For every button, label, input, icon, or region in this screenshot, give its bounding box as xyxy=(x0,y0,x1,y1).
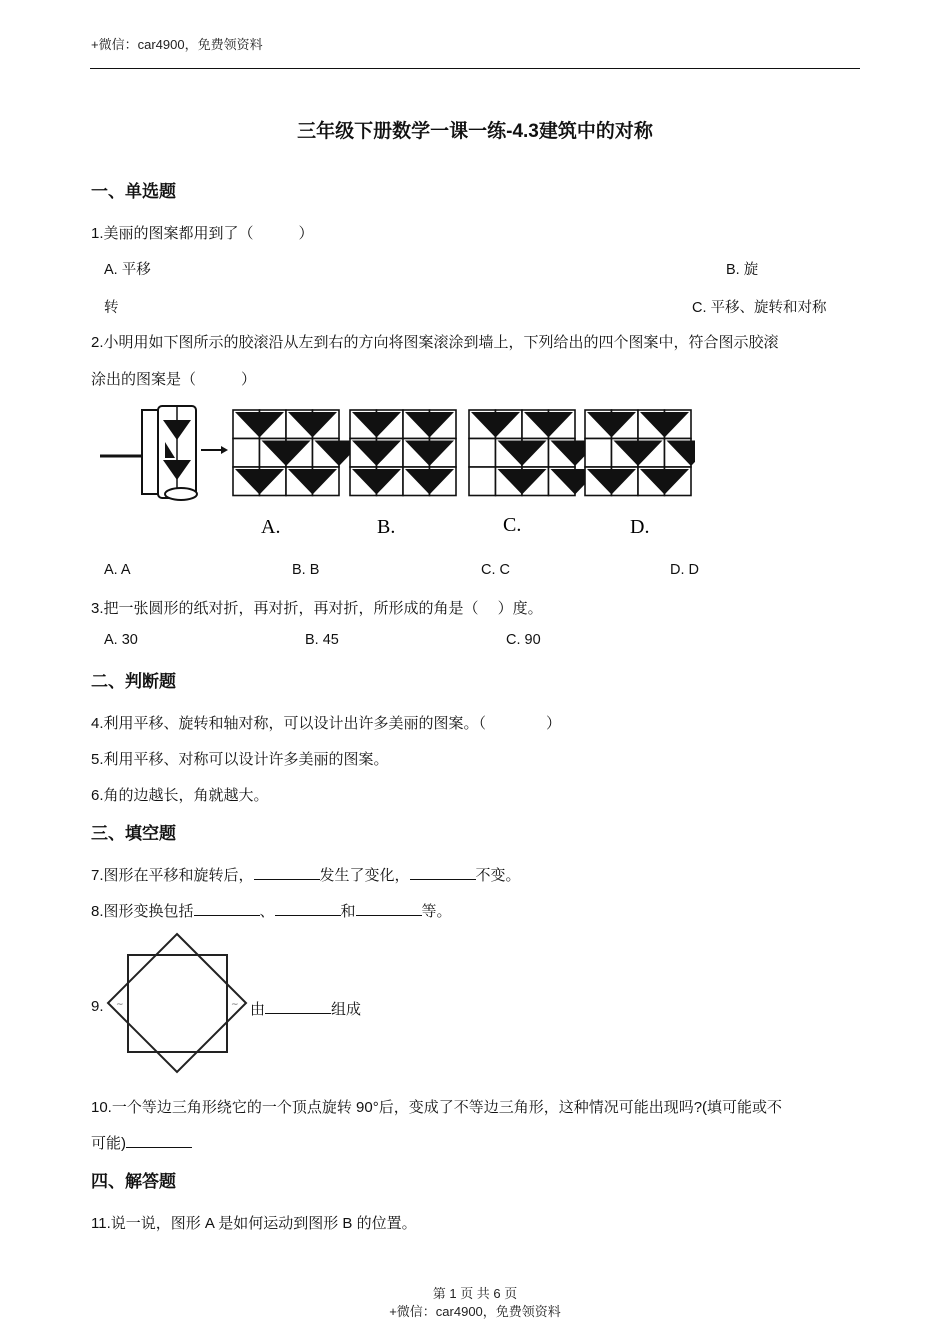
question-9-answer xyxy=(250,998,361,1019)
question-1-option-b-wrap: 转 xyxy=(104,300,119,316)
question-2-option-a[interactable]: A. A xyxy=(104,562,131,578)
grid-cell xyxy=(585,439,612,468)
pattern-label-b: B. xyxy=(377,516,396,538)
question-5: 5.利用平移、对称可以设计许多美丽的图案。 xyxy=(91,751,389,768)
section-heading-fill-blank: 三、填空题 xyxy=(91,824,176,843)
grid-cell xyxy=(469,439,496,468)
question-9-number: 9. xyxy=(91,998,104,1015)
question-8-text-c: 和 xyxy=(340,903,356,920)
arrow-right-icon xyxy=(221,446,228,454)
question-3-stem: 3.把一张圆形的纸对折，再对折，再对折，所形成的角是（ ）度。 xyxy=(91,600,543,617)
footer-note: +微信：car4900，免费领资料 xyxy=(389,1304,561,1319)
question-11: 11.说一说，图形 A 是如何运动到图形 B 的位置。 xyxy=(91,1215,417,1232)
question-4: 4.利用平移、旋转和轴对称，可以设计出许多美丽的图案。（ ） xyxy=(91,715,562,732)
question-8-text-d: 等。 xyxy=(421,903,452,920)
grid-cell xyxy=(469,467,496,496)
answer-blank[interactable] xyxy=(194,901,260,916)
question-2-stem-line2: 涂出的图案是（ ） xyxy=(91,371,257,388)
question-7-text-b: 发生了变化， xyxy=(319,867,410,884)
pattern-grid-a xyxy=(233,410,364,496)
pattern-label-c: C. xyxy=(503,514,522,536)
pattern-grid-d xyxy=(585,410,695,496)
pattern-label-a: A. xyxy=(261,516,281,538)
answer-blank[interactable] xyxy=(126,1133,192,1148)
question-8-text-b: 、 xyxy=(259,903,275,920)
question-8-text-a: 8.图形变换包括 xyxy=(91,903,194,920)
answer-blank[interactable] xyxy=(356,901,422,916)
question-1-option-a[interactable]: A. 平移 xyxy=(104,262,151,278)
question-9-text-b: 组成 xyxy=(331,1001,362,1018)
svg-text:~: ~ xyxy=(231,1000,239,1010)
question-1-option-b[interactable]: B. 旋 xyxy=(726,262,759,278)
question-3-option-c[interactable]: C. 90 xyxy=(506,632,541,648)
question-9-figure xyxy=(104,930,250,1074)
question-2-option-d[interactable]: D. D xyxy=(670,562,699,578)
pattern-label-d: D. xyxy=(630,516,650,538)
pattern-grid-b xyxy=(350,410,456,496)
answer-blank[interactable] xyxy=(275,901,341,916)
question-3-option-a[interactable]: A. 30 xyxy=(104,632,138,648)
section-heading-solve: 四、解答题 xyxy=(91,1172,176,1191)
page-title: 三年级下册数学一课一练-4.3建筑中的对称 xyxy=(297,121,653,142)
question-1-option-c[interactable]: C. 平移、旋转和对称 xyxy=(692,300,827,316)
question-10-line2 xyxy=(91,1132,192,1153)
page-number: 第 1 页 共 6 页 xyxy=(432,1286,518,1301)
question-8 xyxy=(91,900,452,921)
header-divider xyxy=(90,68,860,69)
svg-text:~: ~ xyxy=(116,1000,124,1010)
grid-cell xyxy=(233,439,260,468)
question-3-option-b[interactable]: B. 45 xyxy=(305,632,339,648)
question-2-option-c[interactable]: C. C xyxy=(481,562,510,578)
question-10-line1: 10.一个等边三角形绕它的一个顶点旋转 90°后，变成了不等边三角形，这种情况可能出现吗?(填可能或不 xyxy=(91,1099,783,1116)
question-10-text: 可能) xyxy=(91,1135,126,1152)
question-1-stem: 1.美丽的图案都用到了（ ） xyxy=(91,225,314,242)
question-2-figure xyxy=(95,400,695,545)
pattern-grid-c xyxy=(469,410,600,496)
answer-blank[interactable] xyxy=(410,865,476,880)
question-2-option-b[interactable]: B. B xyxy=(292,562,320,578)
question-6: 6.角的边越长，角就越大。 xyxy=(91,787,269,804)
section-heading-single-choice: 一、单选题 xyxy=(91,182,176,201)
question-7 xyxy=(91,864,521,885)
paint-roller-icon xyxy=(142,406,197,500)
answer-blank[interactable] xyxy=(254,865,320,880)
question-9-text-a: 由 xyxy=(250,1001,266,1018)
answer-blank[interactable] xyxy=(265,999,331,1014)
question-7-text-c: 不变。 xyxy=(475,867,521,884)
section-heading-true-false: 二、判断题 xyxy=(91,672,176,691)
header-note: +微信：car4900，免费领资料 xyxy=(91,37,263,52)
question-2-stem-line1: 2.小明用如下图所示的胶滚沿从左到右的方向将图案滚涂到墙上，下列给出的四个图案中，符合图示胶滚 xyxy=(91,334,779,351)
question-7-text-a: 7.图形在平移和旋转后， xyxy=(91,867,254,884)
